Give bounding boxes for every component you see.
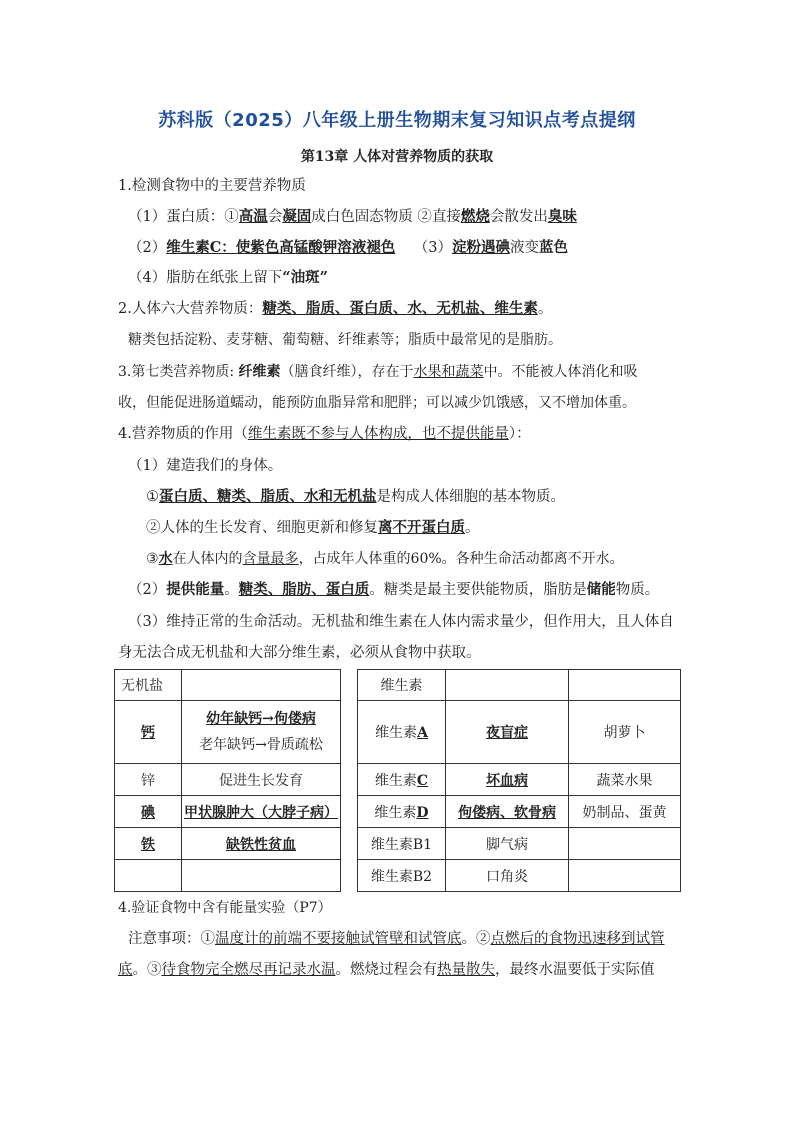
vitamin-food: 奶制品、蛋黄 xyxy=(569,796,681,828)
table-row xyxy=(358,796,681,828)
table-row xyxy=(115,828,341,860)
vitamin-table xyxy=(357,669,681,892)
fat-line: （4）脂肪在纸张上留下“油斑” xyxy=(128,269,328,286)
mineral-effect: 缺铁性贫血 xyxy=(182,828,341,860)
water-line: ③水在人体内的含量最多，占成年人体重的60%。各种生命活动都离不开水。 xyxy=(146,551,624,567)
mineral-effect: 甲状腺肿大（大脖子病） xyxy=(182,796,341,828)
section-1-heading: 1.检测食物中的主要营养物质 xyxy=(118,178,306,194)
protein-repair-line: ②人体的生长发育、细胞更新和修复离不开蛋白质。 xyxy=(146,519,480,536)
table-row xyxy=(115,796,341,828)
mineral-effect: 幼年缺钙→佝偻病 老年缺钙→骨质疏松 xyxy=(182,701,341,764)
vitamin-starch-line: （2）维生素C：使紫色高锰酸钾溶液褪色 （3）淀粉遇碘液变蓝色 xyxy=(128,239,568,256)
vitamin-name: 维生素D xyxy=(358,796,446,828)
protein-line: （1）蛋白质：①高温会凝固成白色固态物质 ②直接燃烧会散发出臭味 xyxy=(128,208,577,225)
life-activity-line-2: 身无法合成无机盐和大部分维生素，必须从食物中获取。 xyxy=(118,645,481,661)
six-nutrients-line: 2.人体六大营养物质：糖类、脂质、蛋白质、水、无机盐、维生素。 xyxy=(118,300,553,317)
experiment-note-line-2: 底。③待食物完全燃尽再记录水温。燃烧过程会有热量散失，最终水温要低于实际值 xyxy=(118,962,655,978)
experiment-note-line-1: 注意事项：①温度计的前端不要接触试管壁和试管底。②点燃后的食物迅速移到试管 xyxy=(128,931,665,947)
mineral-table xyxy=(114,669,341,892)
document-title: 苏科版（2025）八年级上册生物期末复习知识点考点提纲 xyxy=(158,110,636,131)
section-4-heading: 4.营养物质的作用（维生素既不参与人体构成，也不提供能量）： xyxy=(118,426,531,442)
basic-substances-line: ①蛋白质、糖类、脂质、水和无机盐是构成人体细胞的基本物质。 xyxy=(146,488,565,505)
vitamin-header: 维生素 xyxy=(358,670,446,701)
vitamin-disease: 坏血病 xyxy=(446,764,569,796)
experiment-heading: 4.验证食物中含有能量实验（P7） xyxy=(118,900,332,916)
vitamin-food: 胡萝卜 xyxy=(569,701,681,764)
mineral-header: 无机盐 xyxy=(115,670,182,701)
vitamin-disease: 佝偻病、软骨病 xyxy=(446,796,569,828)
table-row xyxy=(358,701,681,764)
mineral-effect: 促进生长发育 xyxy=(182,764,341,796)
mineral-name: 碘 xyxy=(115,796,182,828)
vitamin-food xyxy=(569,828,681,860)
table-row xyxy=(115,701,341,764)
mineral-name: 钙 xyxy=(115,701,182,764)
table-row xyxy=(358,764,681,796)
table-row xyxy=(358,860,681,892)
vitamin-food xyxy=(569,860,681,892)
chapter-heading: 第13章 人体对营养物质的获取 xyxy=(300,149,494,165)
vitamin-disease: 脚气病 xyxy=(446,828,569,860)
vitamin-name: 维生素C xyxy=(358,764,446,796)
life-activity-line-1: （3）维持正常的生命活动。无机盐和维生素在人体内需求量少，但作用大，且人体自 xyxy=(128,614,674,630)
mineral-name: 铁 xyxy=(115,828,182,860)
vitamin-name: 维生素B1 xyxy=(358,828,446,860)
build-body-line: （1）建造我们的身体。 xyxy=(128,458,283,474)
vitamin-disease: 口角炎 xyxy=(446,860,569,892)
table-row xyxy=(358,828,681,860)
carbs-note-line: 糖类包括淀粉、麦芽糖、葡萄糖、纤维素等；脂质中最常见的是脂肪。 xyxy=(128,332,562,348)
vitamin-name: 维生素B2 xyxy=(358,860,446,892)
mineral-name: 锌 xyxy=(115,764,182,796)
table-row xyxy=(115,764,341,796)
energy-line: （2）提供能量。糖类、脂肪、蛋白质。糖类是最主要供能物质，脂肪是储能物质。 xyxy=(128,581,660,598)
vitamin-food: 蔬菜水果 xyxy=(569,764,681,796)
fiber-line-1: 3.第七类营养物质: 纤维素（膳食纤维），存在于水果和蔬菜中。不能被人体消化和吸 xyxy=(118,364,638,380)
fiber-line-2: 收，但能促进肠道蠕动，能预防血脂异常和肥胖；可以减少饥饿感，又不增加体重。 xyxy=(118,395,636,411)
vitamin-name: 维生素A xyxy=(358,701,446,764)
table-row xyxy=(115,860,341,892)
vitamin-disease: 夜盲症 xyxy=(446,701,569,764)
